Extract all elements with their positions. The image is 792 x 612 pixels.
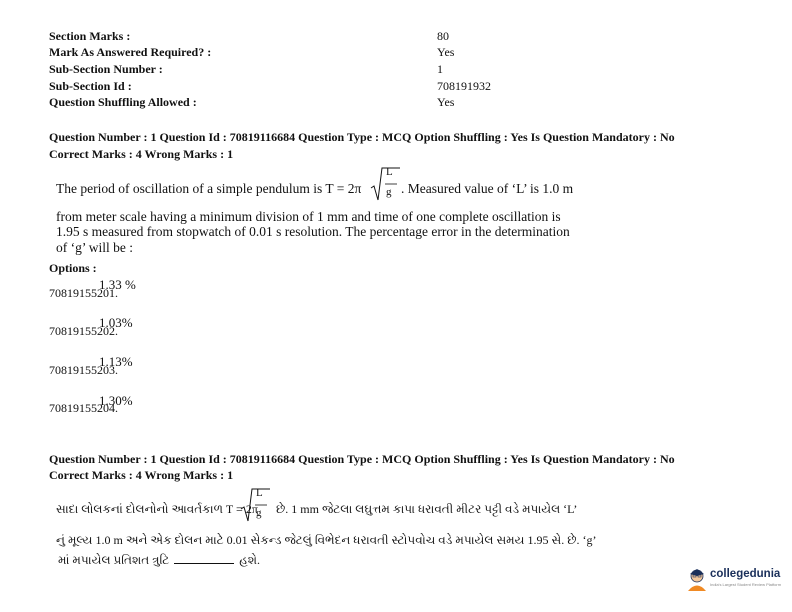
question-text-line1 (56, 181, 361, 197)
option-value: 1.03% (99, 315, 133, 330)
question-text-line2: from meter scale having a minimum division of 1 mm and time of one complete oscillation is (56, 209, 561, 224)
section-marks-value: 80 (437, 29, 449, 43)
mark-answered-label: Mark As Answered Required? : (49, 45, 212, 59)
mark-answered-value: Yes (437, 45, 455, 59)
question-text-after-formula: . Measured value of ‘L’ is 1.0 m (401, 181, 574, 196)
question-text-line4: of ‘g’ will be : (56, 240, 133, 255)
question-text-before-formula: સાદા લોલકનાં દોલનોનો આવર્તકાળ T = 2π (56, 502, 258, 516)
collegedunia-logo (686, 567, 786, 591)
option-id: 70819155201. (49, 286, 118, 300)
option-value: 1.33 % (99, 277, 136, 292)
option-id: 70819155202. (49, 324, 118, 338)
question-text-line2: નું મૂલ્ય 1.0 m અને એક દોલન માટે 0.01 સેકન્ડ જેટલું વિભેદન ધરાવતી સ્ટોપવોચ વડે મપાયેલ સમય 1.95 સે. છે. ‘g’ (56, 533, 597, 547)
logo-tagline: India's Largest Student Review Platform (710, 582, 782, 587)
question-shuffling-value: Yes (437, 95, 455, 109)
formula-numerator: L (386, 166, 393, 178)
option-id: 70819155204. (49, 401, 118, 415)
student-avatar-icon (686, 567, 708, 591)
section-marks-label: Section Marks : (49, 29, 131, 43)
question-text-line3: 1.95 s measured from stopwatch of 0.01 s resolution. The percentage error in the determination (56, 224, 570, 239)
question-shuffling-label: Question Shuffling Allowed : (49, 95, 197, 109)
sub-section-number-label: Sub-Section Number : (49, 62, 163, 76)
question-marks: Correct Marks : 4 Wrong Marks : 1 (49, 468, 234, 482)
line3-after-blank: હશે. (239, 553, 261, 567)
question-text-before-formula: The period of oscillation of a simple pendulum is T = 2π (56, 181, 362, 196)
sqrt-sign-icon (370, 166, 400, 202)
formula-denominator: g (386, 186, 392, 198)
options-label: Options : (49, 261, 97, 275)
answer-blank (174, 563, 234, 564)
sub-section-number-value: 1 (437, 62, 443, 76)
option-id: 70819155203. (49, 363, 118, 377)
sqrt-sign-icon (240, 487, 270, 523)
line3-before-blank: માં મપાયેલ પ્રતિશત ત્રુટિ (58, 553, 170, 567)
question-text-after-formula: છે. 1 mm જેટલા લઘુત્તમ કાપા ધરાવતી મીટર પટ્ટી વડે મપાયેલ ‘L’ (276, 502, 578, 516)
question-header: Question Number : 1 Question Id : 70819116684 Question Type : MCQ Option Shuffling : Yes Is Question Mandatory : No (49, 452, 675, 466)
option-value: 1.30% (99, 393, 133, 408)
logo-name: collegedunia (710, 568, 781, 580)
question-marks: Correct Marks : 4 Wrong Marks : 1 (49, 147, 234, 161)
sub-section-id-value: 708191932 (437, 79, 491, 93)
sub-section-id-label: Sub-Section Id : (49, 79, 132, 93)
formula-denominator: g (256, 507, 262, 519)
formula-numerator: L (256, 487, 263, 499)
question-header: Question Number : 1 Question Id : 70819116684 Question Type : MCQ Option Shuffling : Yes Is Question Mandatory : No (49, 130, 675, 144)
question-text-line3 (58, 553, 260, 568)
option-value: 1.13% (99, 354, 133, 369)
